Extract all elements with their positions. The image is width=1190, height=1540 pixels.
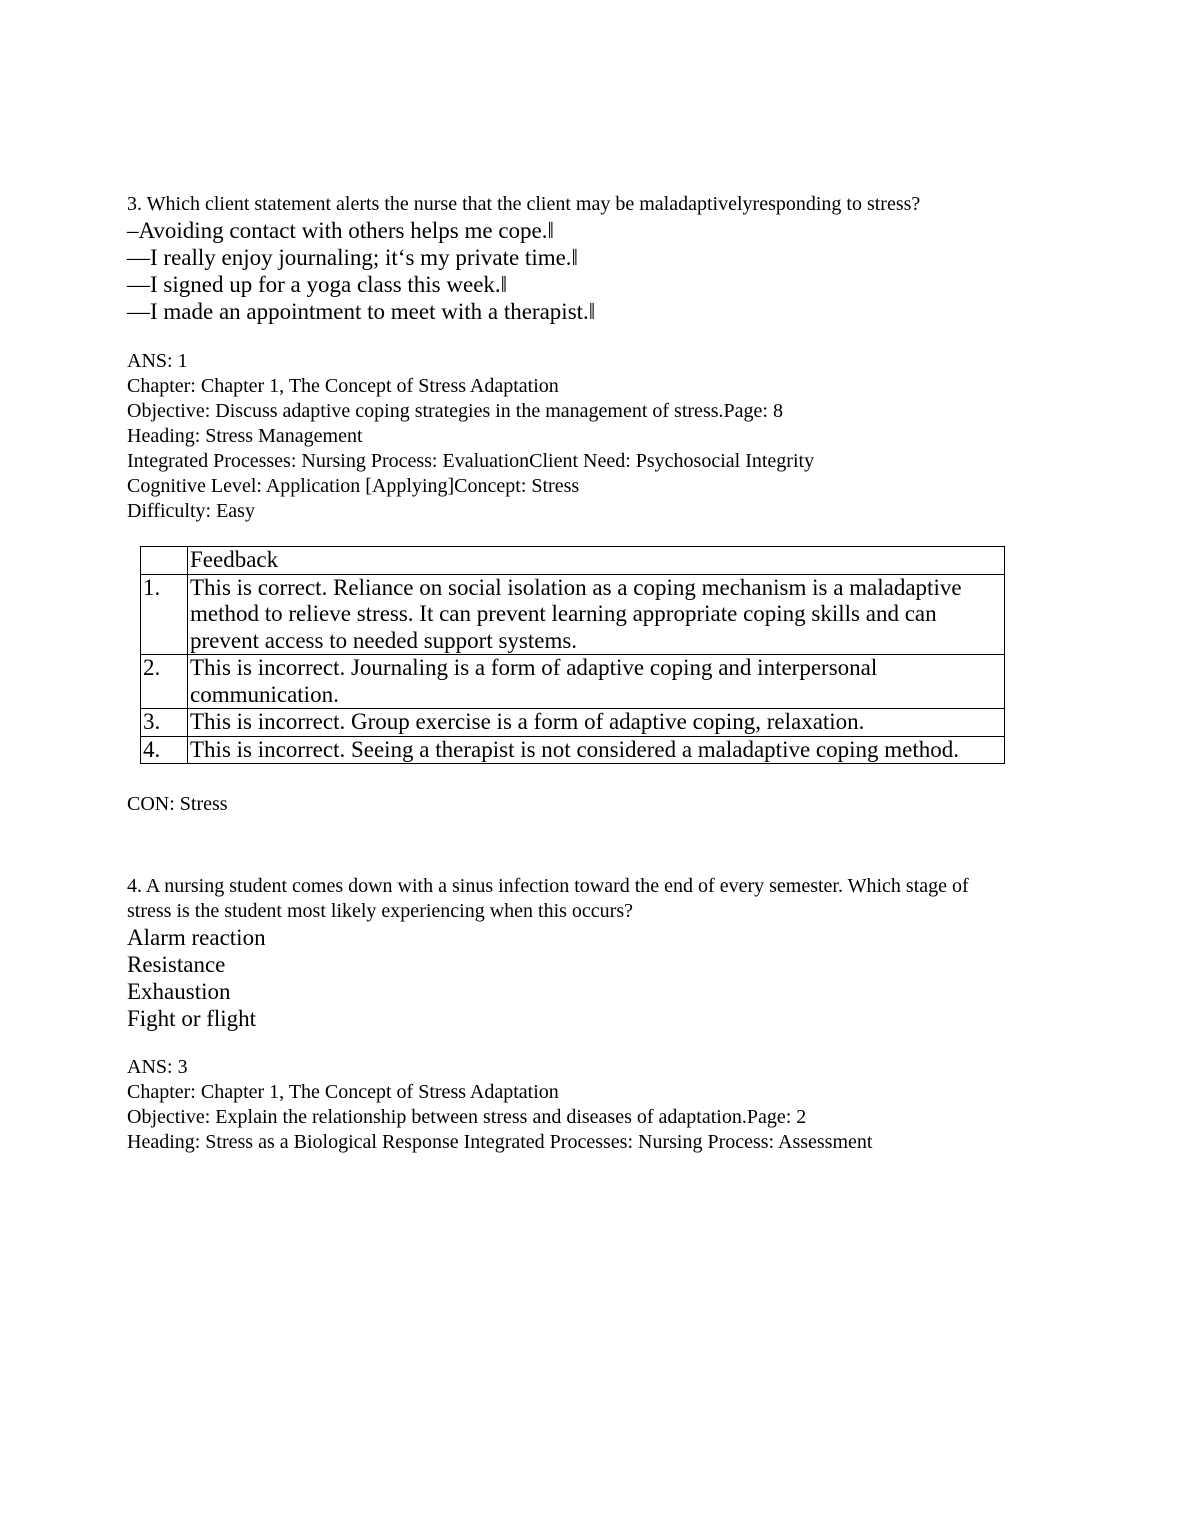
row-feedback: This is incorrect. Seeing a therapist is not considered a maladaptive coping method.: [188, 736, 1005, 764]
option-2: ―I really enjoy journaling; it‘s my private time.‖: [127, 245, 579, 270]
question-3-text: 3. Which client statement alerts the nurse that the client may be maladaptivelyresponding to stress?: [127, 193, 921, 215]
option-4: ―I made an appointment to meet with a therapist.‖: [127, 299, 596, 324]
feedback-table: [140, 546, 1005, 764]
answer: ANS: 3: [127, 1056, 188, 1078]
heading: Heading: Stress Management: [127, 425, 363, 447]
question-4-options: [127, 924, 266, 1032]
objective: Objective: Explain the relationship between stress and diseases of adaptation.Page: 2: [127, 1106, 807, 1128]
row-feedback: This is correct. Reliance on social isolation as a coping mechanism is a maladaptive method to relieve stress. It can prevent learning appropriate coping skills and can prevent access to needed support systems.: [188, 574, 1005, 655]
option-1: Alarm reaction: [127, 925, 266, 950]
row-number: 3.: [141, 709, 188, 737]
table-header-row: [141, 547, 1005, 575]
option-1: ‒Avoiding contact with others helps me cope.‖: [127, 218, 554, 243]
header-cell-number: [141, 547, 188, 575]
row-number: 1.: [141, 574, 188, 655]
header-cell-feedback: Feedback: [188, 547, 1005, 575]
cognitive-level: Cognitive Level: Application [Applying]Concept: Stress: [127, 475, 580, 497]
question-4-metadata: [127, 1055, 872, 1155]
row-feedback: This is incorrect. Journaling is a form of adaptive coping and interpersonal communication.: [188, 655, 1005, 709]
row-feedback: This is incorrect. Group exercise is a form of adaptive coping, relaxation.: [188, 709, 1005, 737]
question-3-options: [127, 217, 595, 325]
chapter: Chapter: Chapter 1, The Concept of Stress Adaptation: [127, 1081, 559, 1103]
chapter: Chapter: Chapter 1, The Concept of Stress Adaptation: [127, 375, 559, 397]
table-row: [141, 709, 1005, 737]
question-3-metadata: [127, 349, 814, 524]
answer: ANS: 1: [127, 350, 188, 372]
objective: Objective: Discuss adaptive coping strategies in the management of stress.Page: 8: [127, 400, 783, 422]
integrated-processes: Integrated Processes: Nursing Process: EvaluationClient Need: Psychosocial Integrity: [127, 450, 815, 472]
row-number: 4.: [141, 736, 188, 764]
row-number: 2.: [141, 655, 188, 709]
con-label: CON: Stress: [127, 793, 228, 815]
option-4: Fight or flight: [127, 1006, 257, 1031]
option-3: ―I signed up for a yoga class this week.‖: [127, 272, 508, 297]
difficulty: Difficulty: Easy: [127, 500, 255, 522]
option-3: Exhaustion: [127, 979, 231, 1004]
question-4-text: 4. A nursing student comes down with a sinus infection toward the end of every semester. Which stage of stress is the student most likely experiencing when this occurs?: [127, 875, 969, 922]
table-row: [141, 574, 1005, 655]
option-2: Resistance: [127, 952, 226, 977]
table-row: [141, 655, 1005, 709]
table-row: [141, 736, 1005, 764]
heading: Heading: Stress as a Biological Response Integrated Processes: Nursing Process: Assessment: [127, 1131, 873, 1153]
